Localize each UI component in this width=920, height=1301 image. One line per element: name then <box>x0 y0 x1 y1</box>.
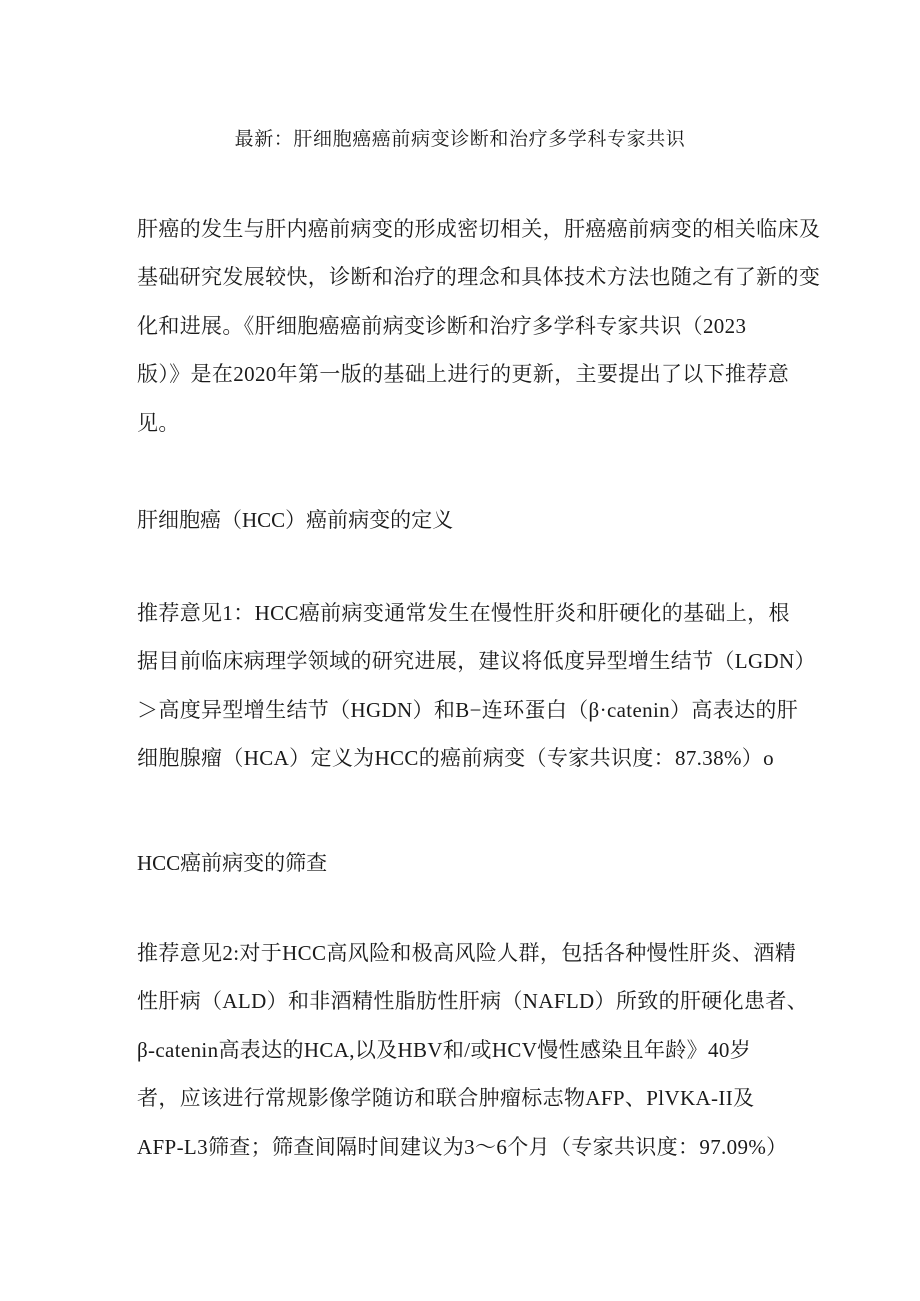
text-line: 者，应该进行常规影像学随访和联合肿瘤标志物AFP、PlVKA-II及 <box>137 1086 755 1111</box>
text-line: 细胞腺瘤（HCA）定义为HCC的癌前病变（专家共识度：87.38%）o <box>137 746 775 771</box>
section-heading <box>137 506 797 534</box>
text-line: 版）》是在2020年第一版的基础上进行的更新，主要提出了以下推荐意 <box>137 362 790 387</box>
text-line: 推荐意见1：HCC癌前病变通常发生在慢性肝炎和肝硬化的基础上，根 <box>137 601 790 625</box>
section-heading-definition: 肝细胞癌（HCC）癌前病变的定义 <box>137 508 454 532</box>
text-line: 性肝病（ALD）和非酒精性脂肪性肝病（NAFLD）所致的肝硬化患者、 <box>137 989 809 1014</box>
text-line: 肝癌的发生与肝内癌前病变的形成密切相关，肝癌癌前病变的相关临床及 <box>137 217 821 241</box>
text-line: 据目前临床病理学领域的研究进展，建议将低度异型增生结节（LGDN） <box>137 649 816 674</box>
text-line: ＞高度异型增生结节（HGDN）和B−连环蛋白（β·catenin）高表达的肝 <box>137 697 799 722</box>
intro-paragraph <box>137 215 821 457</box>
text-line: AFP-L3筛查；筛查间隔时间建议为3～6个月（专家共识度：97.09%） <box>137 1134 788 1159</box>
recommendation-2-paragraph <box>137 939 809 1181</box>
text-line: β-catenin高表达的HCA,以及HBV和/或HCV慢性感染且年龄》40岁 <box>137 1037 752 1062</box>
section-heading-screening: HCC癌前病变的筛查 <box>137 851 328 875</box>
text-line: 基础研究发展较快，诊断和治疗的理念和具体技术方法也随之有了新的变 <box>137 265 821 290</box>
text-line: 化和进展。《肝细胞癌癌前病变诊断和治疗多学科专家共识（2023 <box>137 313 747 338</box>
recommendation-1-paragraph <box>137 599 816 793</box>
text-line: 推荐意见2:对于HCC高风险和极高风险人群，包括各种慢性肝炎、酒精 <box>137 941 797 965</box>
section-heading <box>137 849 797 877</box>
document-title: 最新：肝细胞癌癌前病变诊断和治疗多学科专家共识 <box>234 129 686 150</box>
text-line: 见。 <box>137 410 180 435</box>
